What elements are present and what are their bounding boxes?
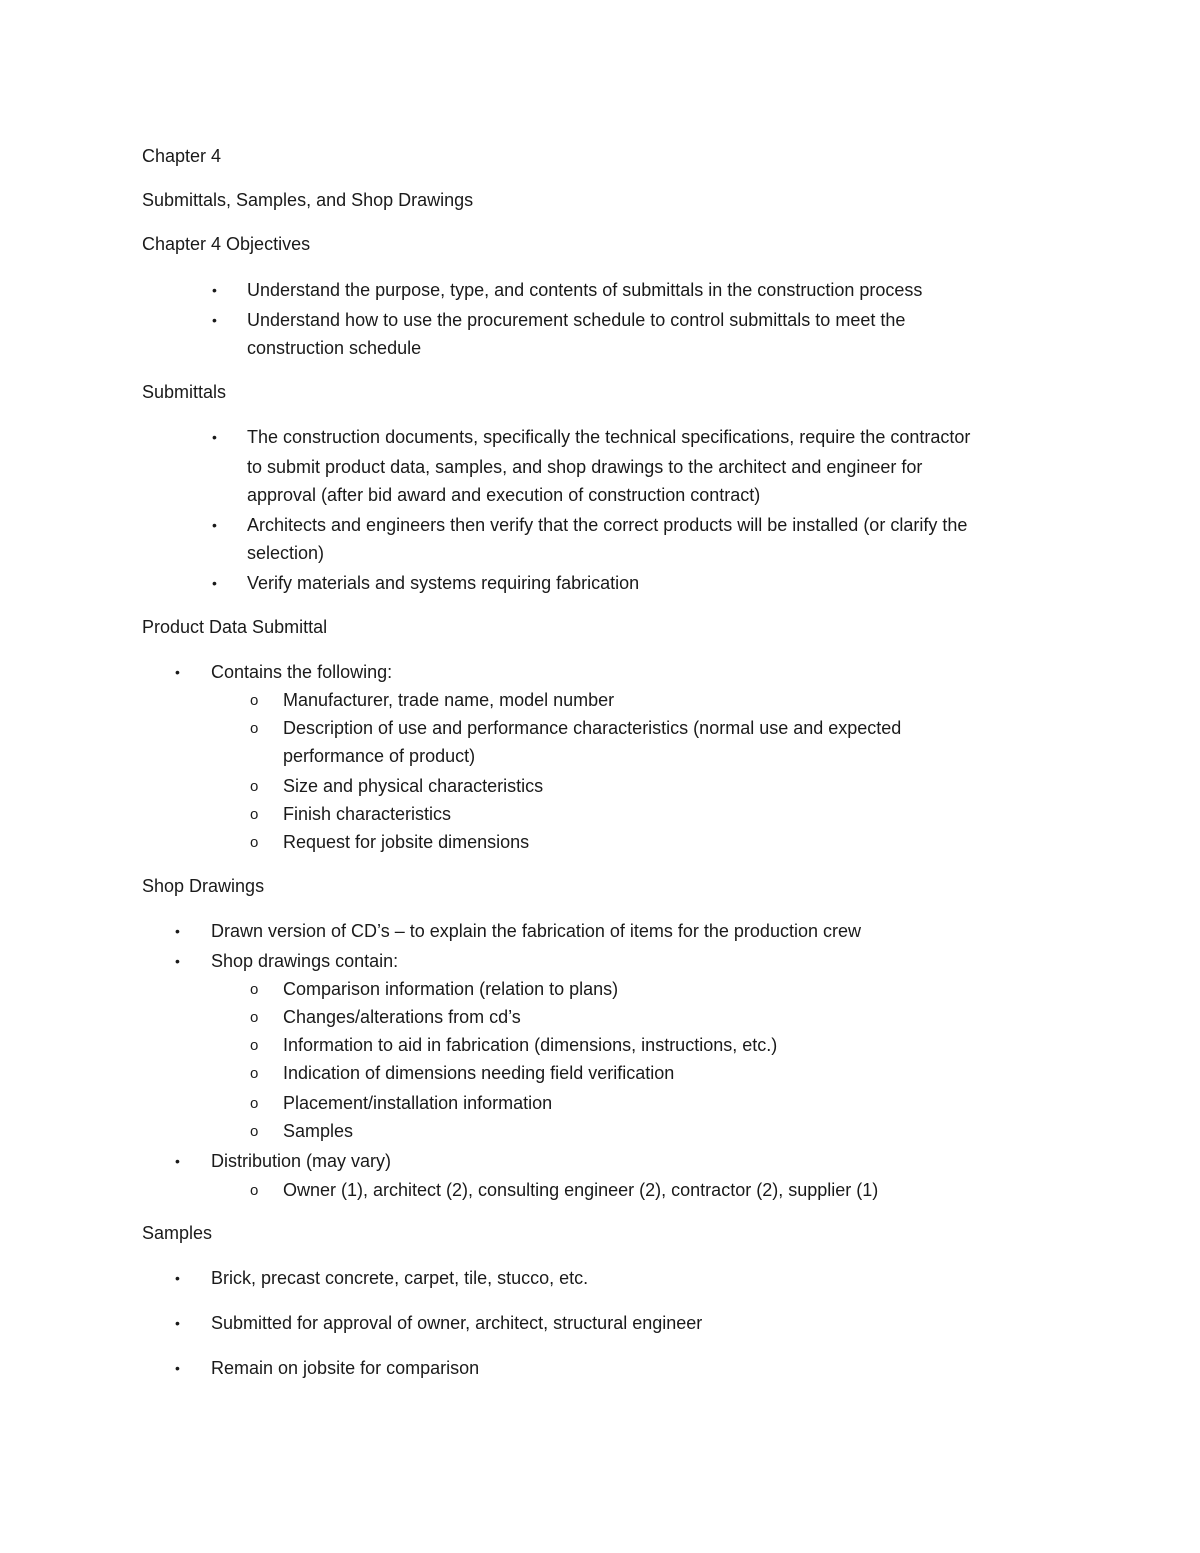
bullet-icon: • (212, 517, 217, 533)
bullet-icon: • (175, 1153, 180, 1169)
product-data-heading: Product Data Submittal (142, 617, 328, 637)
sub-bullet-icon: o (250, 834, 259, 851)
objective-item-continued: construction schedule (247, 338, 422, 358)
submittals-item: Architects and engineers then verify that the correct products will be installed (or clarify the (247, 515, 968, 535)
sub-bullet-icon: o (250, 1065, 259, 1082)
bullet-icon: • (212, 312, 217, 328)
submittals-item: Verify materials and systems requiring fabrication (247, 573, 640, 593)
bullet-icon: • (175, 1315, 180, 1331)
submittals-item-continued: to submit product data, samples, and shop drawings to the architect and engineer for (247, 457, 923, 477)
submittals-item-continued: approval (after bid award and execution of construction contract) (247, 485, 761, 505)
submittals-heading: Submittals (142, 382, 227, 402)
shop-drawings-item: Shop drawings contain: (211, 951, 399, 971)
shop-drawings-subitem: Comparison information (relation to plans) (283, 979, 619, 999)
bullet-icon: • (175, 1270, 180, 1286)
sub-bullet-icon: o (250, 692, 259, 709)
sub-bullet-icon: o (250, 778, 259, 795)
shop-drawings-item: Distribution (may vary) (211, 1151, 392, 1171)
product-data-subitem: Manufacturer, trade name, model number (283, 690, 615, 710)
sub-bullet-icon: o (250, 1037, 259, 1054)
shop-drawings-subitem: Changes/alterations from cd’s (283, 1007, 521, 1027)
objective-item: Understand the purpose, type, and contents of submittals in the construction process (247, 280, 923, 300)
product-data-subitem: Request for jobsite dimensions (283, 832, 530, 852)
bullet-icon: • (175, 664, 180, 680)
samples-item: Remain on jobsite for comparison (211, 1358, 480, 1378)
shop-drawings-heading: Shop Drawings (142, 876, 265, 896)
bullet-icon: • (212, 282, 217, 298)
sub-bullet-icon: o (250, 1009, 259, 1026)
submittals-item: The construction documents, specifically the technical specifications, require the contractor (247, 427, 971, 447)
product-data-item: Contains the following: (211, 662, 393, 682)
sub-bullet-icon: o (250, 806, 259, 823)
chapter-label: Chapter 4 (142, 146, 222, 166)
sub-bullet-icon: o (250, 720, 259, 737)
bullet-icon: • (175, 1360, 180, 1376)
distribution-subitem: Owner (1), architect (2), consulting engineer (2), contractor (2), supplier (1) (283, 1180, 879, 1200)
product-data-subitem: Description of use and performance characteristics (normal use and expected (283, 718, 902, 738)
sub-bullet-icon: o (250, 1182, 259, 1199)
chapter-title: Submittals, Samples, and Shop Drawings (142, 190, 474, 210)
product-data-subitem: Size and physical characteristics (283, 776, 544, 796)
product-data-subitem-continued: performance of product) (283, 746, 476, 766)
sub-bullet-icon: o (250, 1095, 259, 1112)
submittals-item-continued: selection) (247, 543, 325, 563)
sub-bullet-icon: o (250, 1123, 259, 1140)
bullet-icon: • (212, 575, 217, 591)
shop-drawings-subitem: Indication of dimensions needing field verification (283, 1063, 675, 1083)
samples-item: Brick, precast concrete, carpet, tile, stucco, etc. (211, 1268, 589, 1288)
objectives-heading: Chapter 4 Objectives (142, 234, 311, 254)
samples-heading: Samples (142, 1223, 213, 1243)
bullet-icon: • (175, 923, 180, 939)
shop-drawings-subitem: Samples (283, 1121, 354, 1141)
product-data-subitem: Finish characteristics (283, 804, 452, 824)
shop-drawings-subitem: Placement/installation information (283, 1093, 553, 1113)
shop-drawings-item: Drawn version of CD’s – to explain the fabrication of items for the production crew (211, 921, 861, 941)
bullet-icon: • (175, 953, 180, 969)
bullet-icon: • (212, 429, 217, 445)
shop-drawings-subitem: Information to aid in fabrication (dimensions, instructions, etc.) (283, 1035, 778, 1055)
sub-bullet-icon: o (250, 981, 259, 998)
objective-item: Understand how to use the procurement schedule to control submittals to meet the (247, 310, 906, 330)
samples-item: Submitted for approval of owner, architect, structural engineer (211, 1313, 703, 1333)
